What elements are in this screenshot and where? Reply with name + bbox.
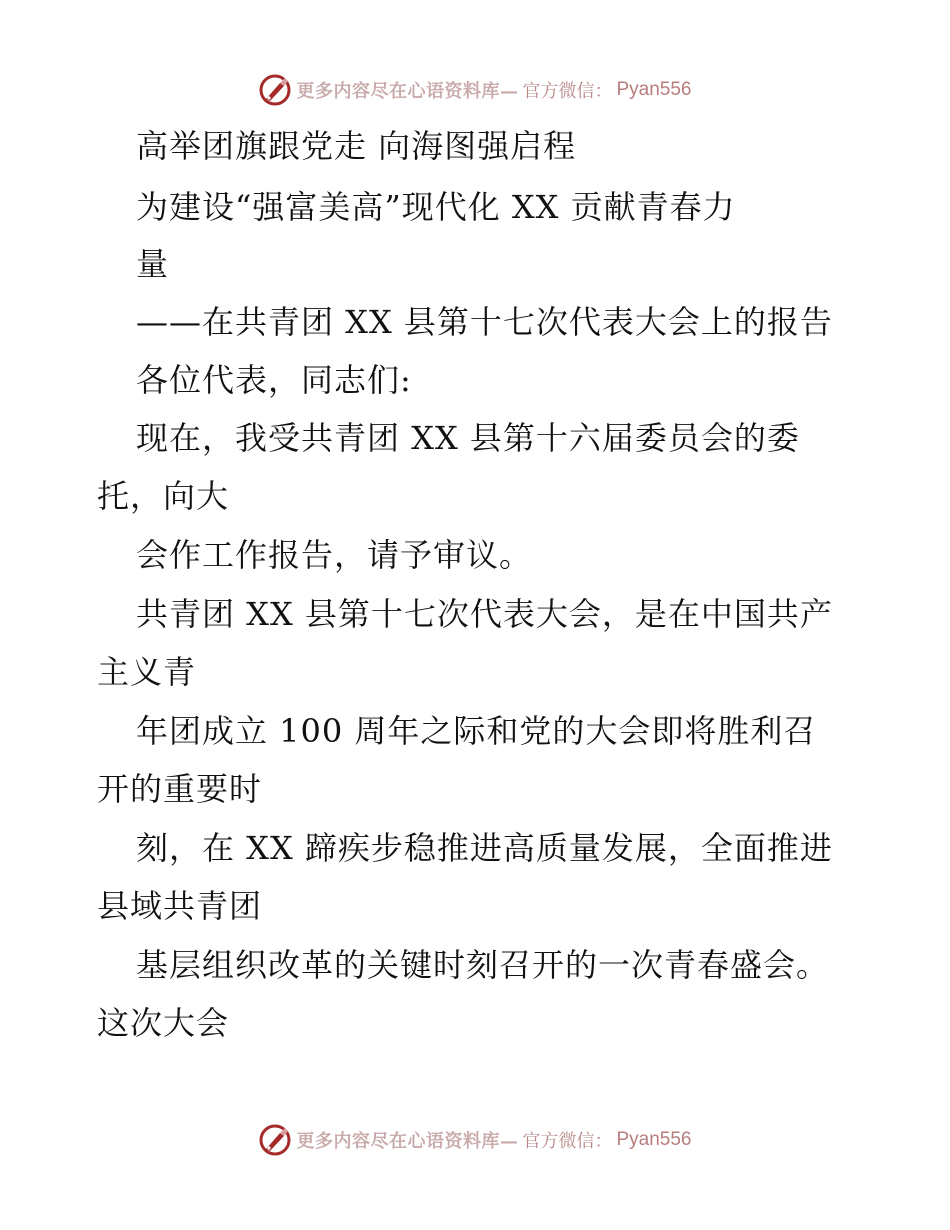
pen-logo-icon bbox=[258, 73, 292, 107]
report-heading-line: ——在共青团 XX 县第十七次代表大会上的报告 bbox=[136, 303, 833, 341]
banner-handle: Pyan556 bbox=[616, 79, 692, 100]
pen-logo-icon bbox=[258, 1123, 292, 1157]
footer-banner bbox=[0, 1120, 950, 1160]
paragraph-line: 现在，我受共青团 XX 县第十六届委员会的委 bbox=[136, 419, 800, 457]
paragraph-line: 基层组织改革的关键时刻召开的一次青春盛会。 bbox=[136, 946, 830, 984]
banner-handle: Pyan556 bbox=[616, 1129, 692, 1150]
title-line: 高举团旗跟党走 向海图强启程 bbox=[136, 127, 577, 165]
paragraph-line: 县域共青团 bbox=[97, 887, 263, 925]
paragraph-line: 刻，在 XX 蹄疾步稳推进高质量发展，全面推进 bbox=[136, 829, 833, 867]
banner-text: 更多内容尽在心语资料库— bbox=[296, 1131, 519, 1152]
subtitle-line-wrap: 量 bbox=[136, 245, 170, 283]
banner-text: 更多内容尽在心语资料库— bbox=[296, 81, 519, 102]
paragraph-line: 这次大会 bbox=[97, 1004, 230, 1042]
salutation-line: 各位代表，同志们: bbox=[136, 361, 412, 399]
paragraph-line: 主义青 bbox=[97, 653, 197, 691]
subtitle-line: 为建设“强富美高”现代化 XX 贡献青春力 bbox=[136, 188, 736, 226]
paragraph-line: 年团成立 100 周年之际和党的大会即将胜利召 bbox=[136, 712, 817, 750]
paragraph-line: 托，向大 bbox=[97, 477, 230, 515]
paragraph-line: 共青团 XX 县第十七次代表大会，是在中国共产 bbox=[136, 595, 833, 633]
paragraph-line: 开的重要时 bbox=[97, 770, 263, 808]
header-banner bbox=[0, 70, 950, 110]
paragraph-line: 会作工作报告，请予审议。 bbox=[136, 536, 533, 574]
banner-wechat-label: 官方微信： bbox=[522, 81, 613, 102]
banner-wechat-label: 官方微信： bbox=[522, 1131, 613, 1152]
